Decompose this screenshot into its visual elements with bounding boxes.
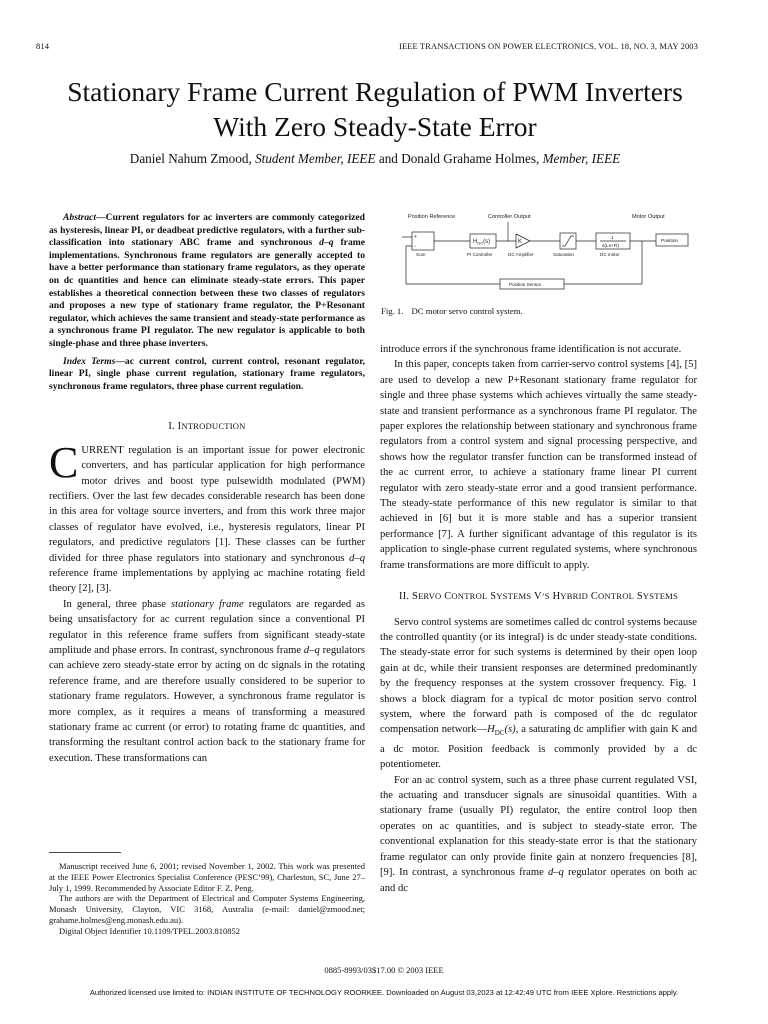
intro-paragraph-1 xyxy=(49,437,365,597)
intro-paragraph-2 xyxy=(49,597,365,766)
author-line xyxy=(40,151,710,167)
servo-p1-e: , a saturating xyxy=(515,724,574,736)
h2-w4r: ’S xyxy=(541,591,550,602)
servo-dc-3: dc xyxy=(641,708,652,720)
heading-initial: I xyxy=(177,421,182,433)
servo-p1-f: amplifier with gain K and a xyxy=(380,724,697,755)
label-pi-controller: PI Controller xyxy=(467,252,493,257)
sum-minus: - xyxy=(414,244,416,250)
copyright-line: 0885-8993/03$17.00 © 2003 IEEE xyxy=(324,965,444,975)
servo-dq: d–q xyxy=(547,867,564,879)
intro-p2-text-b: regulators are regarded as being unsatisfactory for ac current regulation since a conventional PI regulator in this reference frame suffers from significant steady-state amplitude and phase errors. In contrast, synchronous frame xyxy=(49,598,365,656)
author-1-affiliation: Student Member, IEEE xyxy=(255,151,376,166)
label-dc-amplifier: DC Amplifier xyxy=(508,252,534,257)
h2-w5r: YBRID xyxy=(560,591,589,602)
abstract xyxy=(49,212,365,351)
amp-k: K xyxy=(518,239,523,245)
h2-w6: C xyxy=(590,591,598,603)
section-heading-introduction xyxy=(49,419,365,434)
servo-p1-d: regulator compensation network— xyxy=(380,708,697,736)
servo-p1-b: , while their transient responses are determined predominantly by the frequency responses at the system crossover frequency. Fig. 1 shows a block diagram for a typical xyxy=(380,662,698,705)
servo-p2-a: For an ac control system, such as a three phase current regulated VSI, the actuating and transducer signals are sinusoidal quantities. With a stationary frame (usually PI) regulator, the entire control loop then operates on ac quantities, and is subject to steady-state error. The conventional explanation for this steady-state error is that the stationary frame regulator can only provide finite gain at nonzero frequencies [8], [9]. In contrast, a synchronous frame xyxy=(380,774,697,879)
abstract-dq: d–q xyxy=(319,237,334,249)
drop-cap: C xyxy=(49,437,79,487)
servo-paragraph-2 xyxy=(380,773,697,896)
section-2-number: II. xyxy=(399,591,412,603)
h2-w5: H xyxy=(552,591,561,603)
abstract-text-1: —Current regulators for ac inverters are commonly categorized as hysteresis, linear PI, or deadbeat predictive regulators, with a further sub-classification into stationary ABC frame and synchronous xyxy=(49,212,365,249)
servo-p1-h: potentiometer. xyxy=(380,759,441,771)
servo-dc-5: dc xyxy=(393,743,404,755)
section-number: I. xyxy=(168,421,178,433)
label-motor-output: Motor Output xyxy=(632,214,665,220)
index-terms-text: —ac current control, current control, resonant regulator, linear PI, single phase current regulation, stationary frame regulators, synchronous frame regulators, three phase current regulation. xyxy=(49,355,365,392)
intro-p1-text-b: reference frame implementations by applying ac machine rotating field theory [2], [3]. xyxy=(49,567,365,595)
h2-w3r: YSTEMS xyxy=(496,591,532,602)
label-controller-output: Controller Output xyxy=(488,214,531,220)
h2-w4: V xyxy=(534,591,542,603)
h2-w6r: ONTROL xyxy=(598,591,635,602)
footnote-doi: Digital Object Identifier 10.1109/TPEL.2003.810852 xyxy=(59,925,240,936)
author-2-affiliation: Member, IEEE xyxy=(542,151,621,166)
author-1: Daniel Nahum Zmood, xyxy=(129,151,252,166)
right-column xyxy=(380,342,697,896)
running-header: IEEE TRANSACTIONS ON POWER ELECTRONICS, VOL. 18, NO. 3, MAY 2003 xyxy=(399,41,698,51)
figure-1-text: DC motor servo control system. xyxy=(411,306,523,316)
intro-p2-dq: d–q xyxy=(303,645,320,656)
label-saturation: Saturation xyxy=(553,252,574,257)
servo-dc-6: dc xyxy=(687,743,697,755)
page-number: 814 xyxy=(36,41,50,51)
h2-w2r: ONTROL xyxy=(451,591,488,602)
label-position-sensor: Position Sensor xyxy=(509,282,542,287)
h2-w7: S xyxy=(636,591,643,603)
intro-dq: d–q xyxy=(349,552,365,564)
servo-paragraph-1 xyxy=(380,615,697,773)
pi-hdc: $H_{DC}(s)$ xyxy=(473,239,491,246)
h2-w7r: YSTEMS xyxy=(642,591,678,602)
left-column xyxy=(49,212,365,766)
figure-1-caption xyxy=(381,306,531,316)
footnote-manuscript: Manuscript received June 6, 2001; revised November 1, 2002. This work was presented at the IEEE Power Electronics Specialist Conference (PESC’99), Charleston, SC, June 27–July 1, 1999. Recommended by Associate Editor F. Z. Peng. xyxy=(49,861,365,893)
servo-dc-2: dc xyxy=(553,693,564,705)
servo-p1-a: Servo control systems are sometimes called dc control systems because the controlled quantity (or its integral) is dc under steady-state conditions. The steady-state error for such systems is determined by their open loop gain at xyxy=(380,616,697,674)
section-heading-servo xyxy=(380,589,697,604)
intro-p2-emphasis: stationary frame xyxy=(171,598,244,610)
abstract-label: Abstract xyxy=(63,212,97,223)
servo-p2-b: regulator operates on both ac and xyxy=(380,867,697,894)
h2-w1r: ERVO xyxy=(417,591,442,602)
sum-plus: + xyxy=(414,234,417,240)
h2-w3: S xyxy=(490,591,497,603)
paper-title: Stationary Frame Current Regulation of PWM Inverters With Zero Steady-State Error xyxy=(67,76,683,142)
intro-p1-text-a: URRENT regulation is an important issue for power electronic converters, and has particular application for high performance motor drives and boost type pulsewidth modulated (PWM) rectifiers. Over the last few decades considerable research has been done in this area for voltage source inverters, and from this work three major classes of regulator have evolved, i.e., hysteresis regulators, linear PI regulators, and predictive regulators [1]. These classes can be further divided for three phase regulators into stationary and synchronous xyxy=(49,444,365,564)
h2-w2: C xyxy=(444,591,452,603)
motor-tf-num: 1 xyxy=(611,236,614,241)
servo-dc-1: dc xyxy=(413,662,424,674)
index-terms-label: Index Terms xyxy=(63,355,116,367)
footnote-authors: The authors are with the Department of Electrical and Computer Systems Engineering, Monash University, Clayton, VIC 3168, Australia (e-mail: daniel@zmood.net; grahame.holmes@eng.monash.edu.au). xyxy=(49,893,365,925)
servo-dc-7: dc xyxy=(397,882,408,894)
label-dc-motor: DC motor xyxy=(600,252,620,257)
author-2: Donald Grahame Holmes, xyxy=(401,151,540,166)
intro-p2-text-a: In general, three phase xyxy=(63,598,172,610)
intro-paragraph-3: introduce errors if the synchronous frame identification is not accurate. xyxy=(380,344,682,355)
figure-1-number: Fig. 1. xyxy=(381,306,404,316)
servo-p1-g: motor. Position feedback is commonly provided by a xyxy=(403,743,687,755)
label-position-output: Position xyxy=(661,239,679,244)
author-conjunction: and xyxy=(378,151,398,166)
motor-tf-den: s(Ls+R) xyxy=(602,244,619,249)
index-terms xyxy=(49,356,365,394)
h2-w1: S xyxy=(411,591,418,603)
servo-p1-c: motor position servo control system, where the forward path is composed of the xyxy=(380,693,697,720)
servo-hdc: $H_{DC}(s)$ xyxy=(487,724,516,738)
license-notice: Authorized licensed use limited to: INDIAN INSTITUTE OF TECHNOLOGY ROORKEE. Downloaded on August 03,2023 at 12:42:49 UTC from IEEE Xplore. Restrictions apply. xyxy=(89,988,679,997)
footnote-rule xyxy=(49,852,121,853)
footnote xyxy=(49,861,365,937)
label-sum: Sum xyxy=(416,252,426,257)
heading-rest: NTRODUCTION xyxy=(181,421,246,432)
figure-1-block-diagram xyxy=(380,210,697,305)
label-position-reference-1: Position Reference xyxy=(408,214,456,220)
abstract-text-2: frame implementations. Synchronous frame regulators are generally accepted to have a better performance than stationary frame regulators, as they operate on dc quantities and hence can eliminate steady-state errors. This paper establishes a theoretical connection between these two classes of regulators and proposes a new type of stationary frame regulator, the P+Resonant regulator, which achieves the same transient and steady-state performance as a synchronous frame PI regulator. The new regulator is applicable to both single-phase and three phase inverters. xyxy=(49,237,365,349)
saturation-curve xyxy=(562,236,574,246)
intro-p2-text-c: regulators can achieve zero steady-state error by acting on dc signals in the rotating reference frame, and are therefore usually considered to be superior to stationary frame regulators. However, a synchronous frame regulator is more complex, as it requires a means of transforming a measured stationary frame ac current (or error) to rotating frame dc quantities, and transforming the resultant control action back to the stationary frame for execution. These transformations can xyxy=(49,645,365,764)
intro-paragraph-4: In this paper, concepts taken from carrier-servo control systems [4], [5] are used to develop a new P+Resonant stationary frame regulator for single and three phase systems which achieves virtually the same steady-state and transient performance as a synchronous frame PI regulator. The paper explores the relationship between stationary and synchronous frame regulators from a control system and signal processing perspective, and shows how the regulator transfer function can be transformed instead of the ac current error, to achieve a stationary frame linear PI current regulator with zero steady-state error and a good transient performance. The steady-state performance of this new regulator is similar to that achieved in [6] but it is more stable and has a superior transient performance [7]. A further significant advantage of this regulator is its application to single-phase current regulated systems, where synchronous frame transformations are more difficult to apply. xyxy=(380,359,697,571)
servo-dc-4: dc xyxy=(573,724,584,736)
